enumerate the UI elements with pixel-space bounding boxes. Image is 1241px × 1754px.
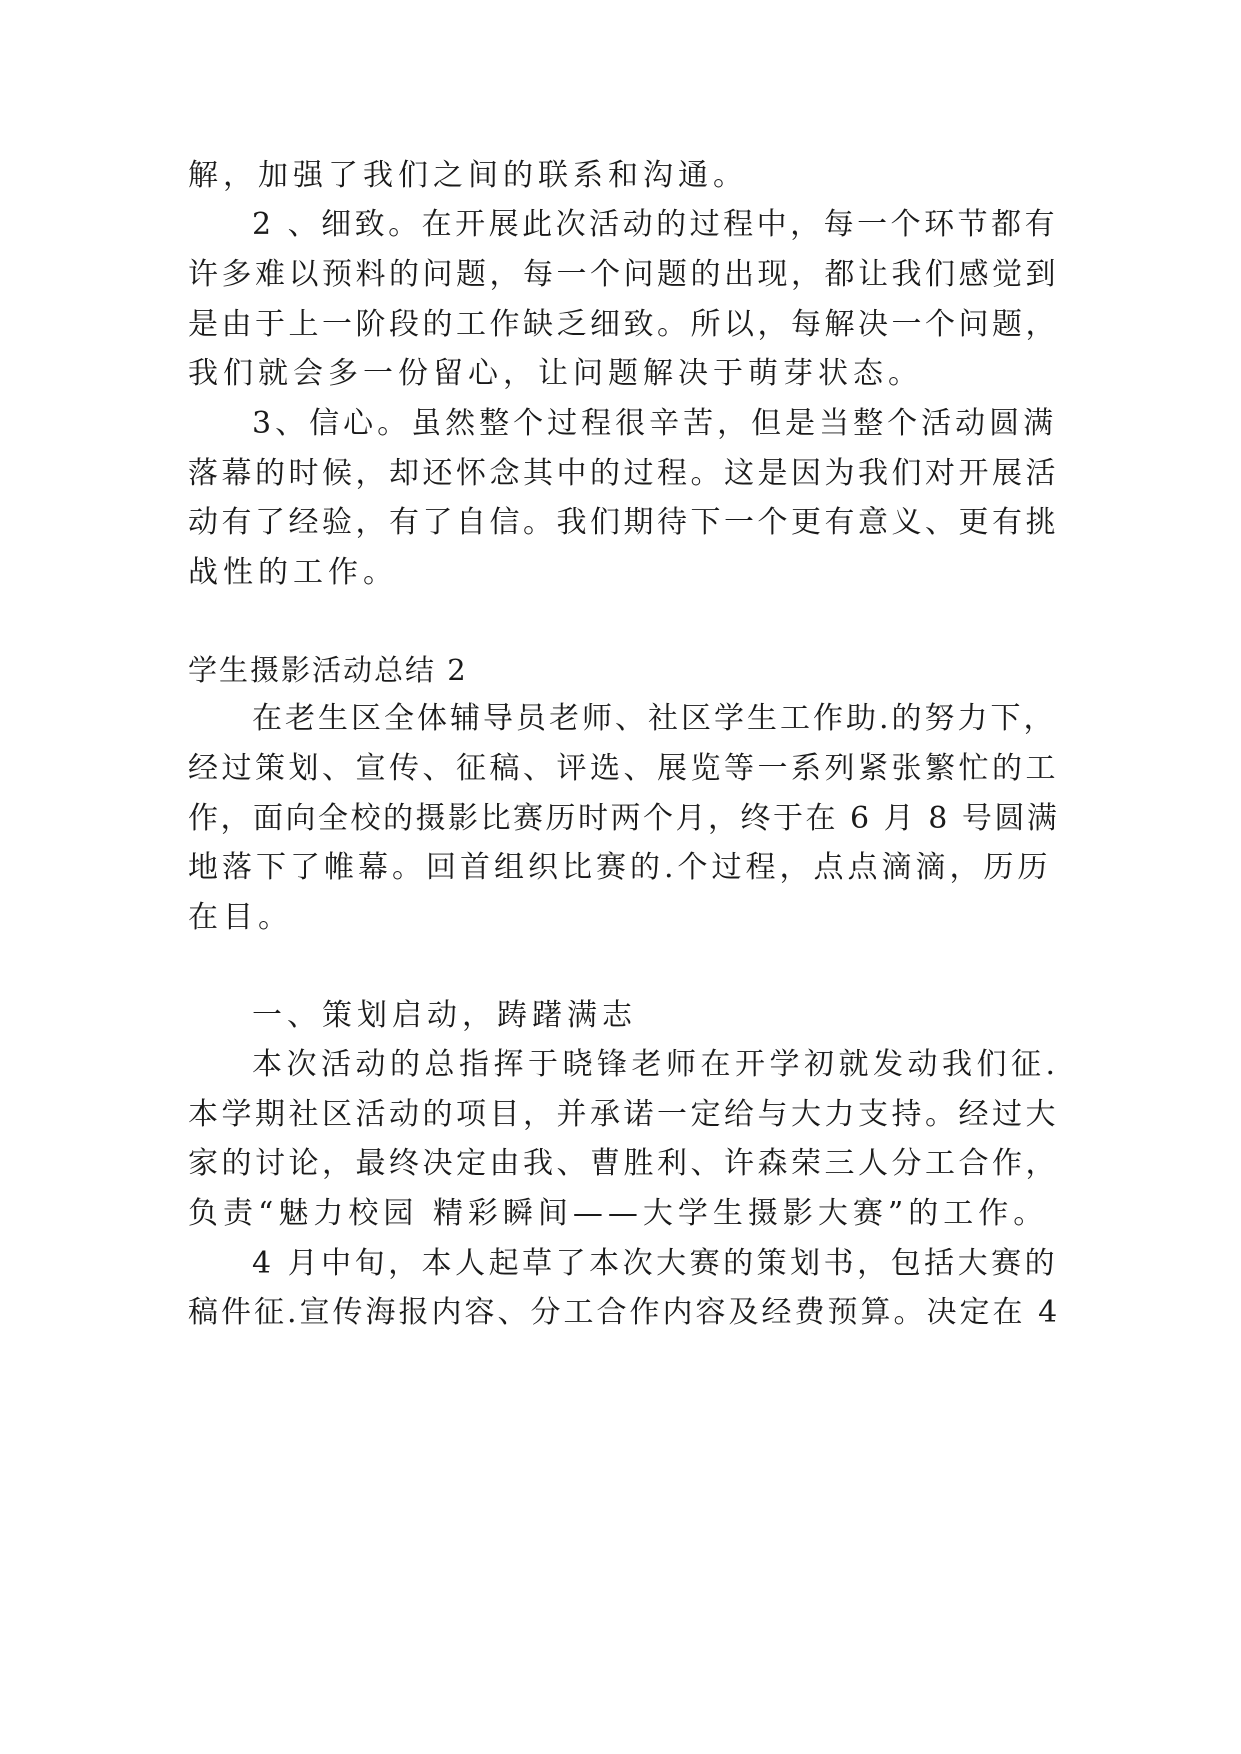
subsection-heading: 一、策划启动，踌躇满志 [252,998,637,1033]
text-line: 本次活动的总指挥于晓锋老师在开学初就发动我们征. [252,1047,1060,1082]
text-line: 地落下了帷幕。回首组织比赛的.个过程，点点滴滴，历历 [188,850,1052,885]
text-line: 解，加强了我们之间的联系和沟通。 [188,158,748,193]
text-line: 落幕的时候，却还怀念其中的过程。这是因为我们对开展活 [188,456,1059,491]
text-line: 稿件征.宣传海报内容、分工合作内容及经费预算。决定在 4 [188,1295,1061,1330]
text-line: 作，面向全校的摄影比赛历时两个月，终于在 6 月 8 号圆满 [188,801,1060,836]
text-line: 经过策划、宣传、征稿、评选、展览等一系列紧张繁忙的工 [188,751,1059,786]
text-line: 动有了经验，有了自信。我们期待下一个更有意义、更有挑 [188,505,1059,540]
text-line: 2 、细致。在开展此次活动的过程中，每一个环节都有 [252,207,1059,242]
text-line: 是由于上一阶段的工作缺乏细致。所以，每解决一个问题， [188,307,1059,342]
text-line: 我们就会多一份留心，让问题解决于萌芽状态。 [188,356,923,391]
text-line: 在老生区全体辅导员老师、社区学生工作助.的努力下， [252,701,1057,736]
text-line: 战性的工作。 [188,555,398,590]
text-line: 4 月中旬，本人起草了本次大赛的策划书，包括大赛的 [252,1246,1059,1281]
text-line: 本学期社区活动的项目，并承诺一定给与大力支持。经过大 [188,1097,1059,1132]
text-line: 许多难以预料的问题，每一个问题的出现，都让我们感觉到 [188,257,1059,292]
text-line: 在目。 [188,900,293,935]
text-line: 家的讨论，最终决定由我、曹胜利、许森荣三人分工合作， [188,1146,1059,1181]
text-line: 负责“魅力校园 精彩瞬间——大学生摄影大赛”的工作。 [188,1196,1049,1231]
text-line: 3、信心。虽然整个过程很辛苦，但是当整个活动圆满 [252,406,1058,441]
section-title: 学生摄影活动总结 2 [188,653,468,687]
